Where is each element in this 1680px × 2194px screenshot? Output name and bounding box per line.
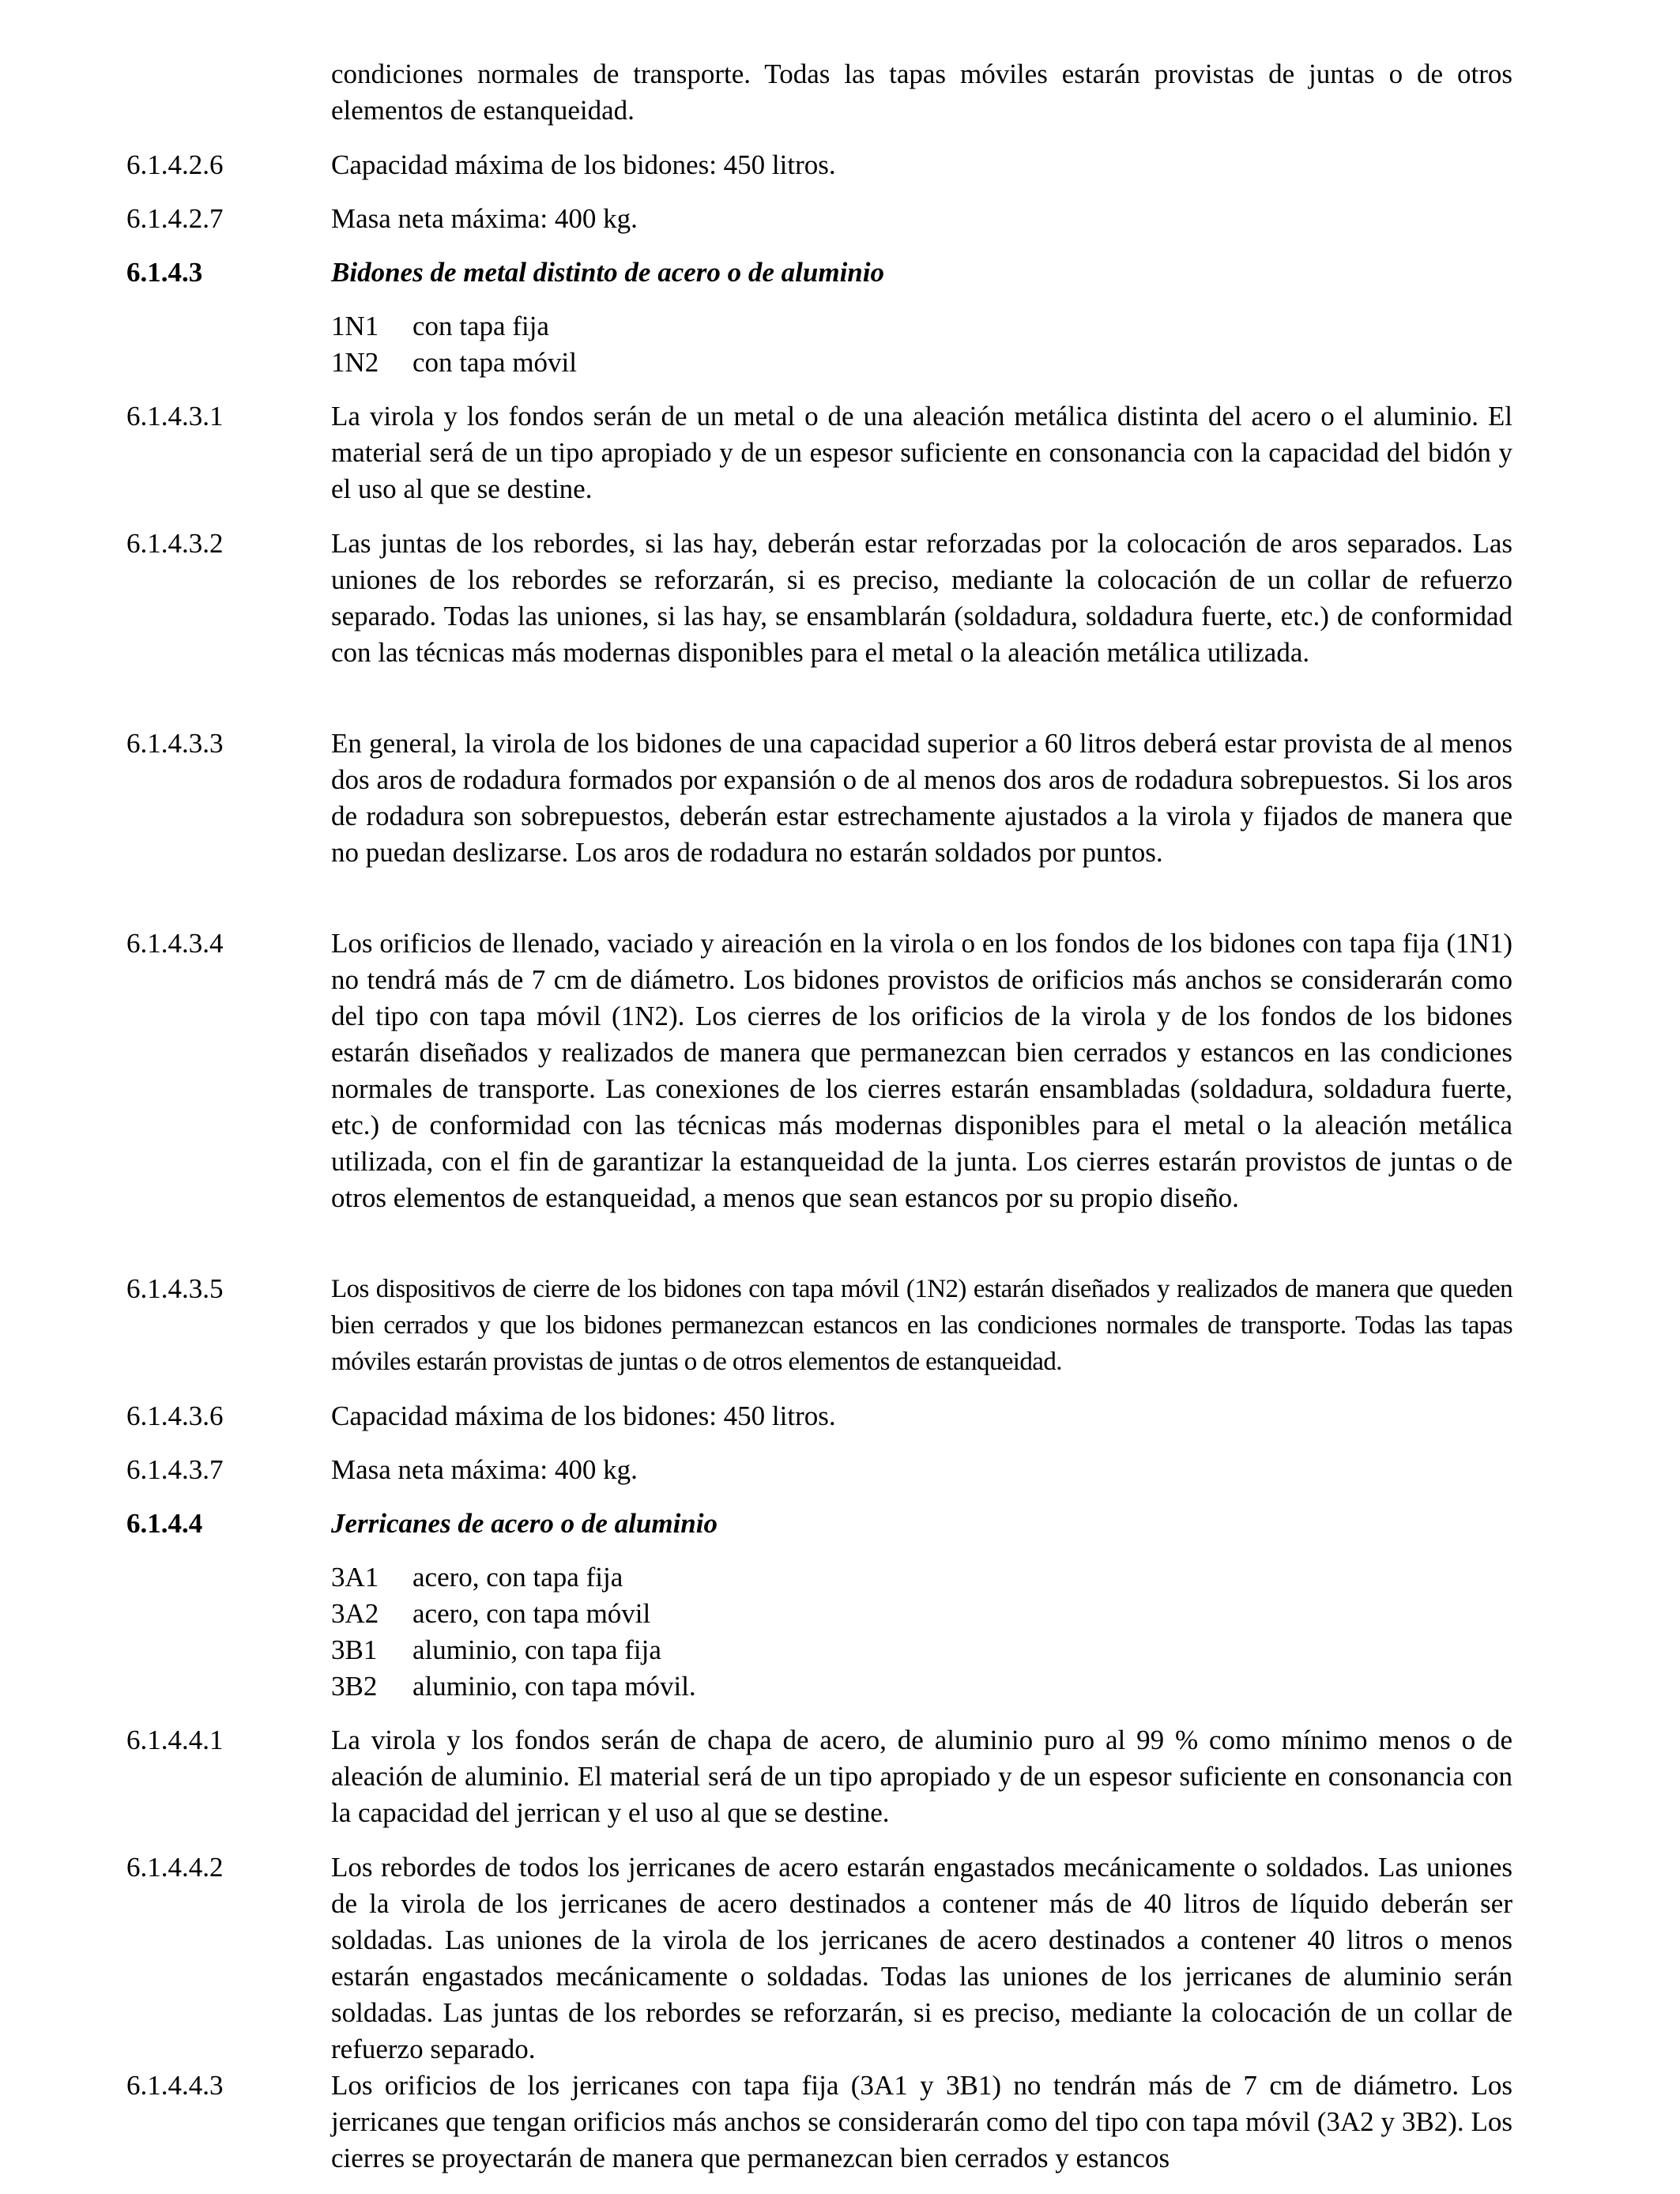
clause-number: 6.1.4.3.3: [126, 728, 224, 759]
section-number: 6.1.4.4: [126, 1508, 203, 1539]
code-description: aluminio, con tapa móvil.: [412, 1671, 696, 1702]
code-description: con tapa fija: [412, 311, 549, 341]
clause-text: La virola y los fondos serán de chapa de acero, de aluminio puro al 99 % como mínimo menos o de aleación de aluminio. El material será de un tipo apropiado y de un espesor suficiente en consonancia con la capacidad del jerrican y el uso al que se destine.: [331, 1725, 1512, 1828]
clause-text: La virola y los fondos serán de un metal o de una aleación metálica distinta del acero o el aluminio. El material será de un tipo apropiado y de un espesor suficiente en consonancia con la capacidad del bidón y el uso al que se destine.: [331, 401, 1512, 504]
clause-number: 6.1.4.2.6: [126, 149, 224, 180]
code-description: acero, con tapa móvil: [412, 1598, 651, 1629]
clause-text: Los rebordes de todos los jerricanes de acero estarán engastados mecánicamente o soldados. Las uniones de la virola de los jerricanes de acero destinados a contener más de 40 litros de líquido deberán ser soldadas. Las uniones de la virola de los jerricanes de acero destinados a contener 40 litros o menos estarán engastados mecánicamente o soldadas. Todas las uniones de los jerricanes de aluminio serán soldadas. Las juntas de los rebordes se reforzarán, si es preciso, mediante la colocación de un collar de refuerzo separado.: [331, 1852, 1512, 2064]
clause-number: 6.1.4.4.3: [126, 2070, 224, 2101]
clause-number: 6.1.4.3.6: [126, 1400, 224, 1431]
clause-text: Las juntas de los rebordes, si las hay, deberán estar reforzadas por la colocación de aros separados. Las uniones de los rebordes se reforzarán, si es preciso, mediante la colocación de un collar de refuerzo separado. Todas las uniones, si las hay, se ensamblarán (soldadura, soldadura fuerte, etc.) de conformidad con las técnicas más modernas disponibles para el metal o la aleación metálica utilizada.: [331, 528, 1512, 668]
clause-text: Los orificios de llenado, vaciado y aireación en la virola o en los fondos de los bidones con tapa fija (1N1) no tendrá más de 7 cm de diámetro. Los bidones provistos de orificios más anchos se considerarán como del tipo con tapa móvil (1N2). Los cierres de los orificios de la virola y de los fondos de los bidones estarán diseñados y realizados de manera que permanezcan bien cerrados y estancos en las condiciones normales de transporte. Las conexiones de los cierres estarán ensambladas (soldadura, soldadura fuerte, etc.) de conformidad con las técnicas más modernas disponibles para el metal o la aleación metálica utilizada, con el fin de garantizar la estanqueidad de la junta. Los cierres estarán provistos de juntas o de otros elementos de estanqueidad, a menos que sean estancos por su propio diseño.: [331, 928, 1512, 1213]
clause-text: Los orificios de los jerricanes con tapa fija (3A1 y 3B1) no tendrán más de 7 cm de diámetro. Los jerricanes que tengan orificios más anchos se considerarán como del tipo con tapa móvil (3A2 y 3B2). Los cierres se proyectarán de manera que permanezcan bien cerrados y estancos: [331, 2070, 1512, 2173]
packaging-code: 3A2: [331, 1598, 379, 1629]
clause-text: Masa neta máxima: 400 kg.: [331, 203, 638, 234]
clause-text: Capacidad máxima de los bidones: 450 litros.: [331, 149, 836, 180]
packaging-code: 1N1: [331, 311, 379, 341]
clause-text: Capacidad máxima de los bidones: 450 litros.: [331, 1400, 836, 1431]
packaging-code: 1N2: [331, 347, 379, 378]
clause-number: 6.1.4.4.1: [126, 1725, 224, 1755]
packaging-code: 3B2: [331, 1671, 378, 1702]
clause-text: Los dispositivos de cierre de los bidones con tapa móvil (1N2) estarán diseñados y realizados de manera que queden bien cerrados y que los bidones permanezcan estancos en las condiciones normales de transporte. Todas las tapas móviles estarán provistas de juntas o de otros elementos de estanqueidad.: [331, 1275, 1512, 1376]
code-list-item: [331, 1668, 696, 1705]
clause-number: 6.1.4.3.4: [126, 928, 224, 959]
clause-number: 6.1.4.4.2: [126, 1852, 224, 1883]
clause-number: 6.1.4.3.7: [126, 1454, 224, 1485]
clause-text: En general, la virola de los bidones de una capacidad superior a 60 litros deberá estar provista de al menos dos aros de rodadura formados por expansión o de al menos dos aros de rodadura sobrepuestos. Si los aros de rodadura son sobrepuestos, deberán estar estrechamente ajustados a la virola y fijados de manera que no puedan deslizarse. Los aros de rodadura no estarán soldados por puntos.: [331, 728, 1512, 868]
clause-text: Masa neta máxima: 400 kg.: [331, 1454, 638, 1485]
code-list-item: [331, 1632, 661, 1668]
clause-number: 6.1.4.2.7: [126, 203, 224, 234]
code-list-item: [331, 345, 577, 381]
packaging-code: 3B1: [331, 1634, 378, 1665]
clause-number: 6.1.4.3.2: [126, 528, 224, 559]
clause-number: 6.1.4.3.1: [126, 401, 224, 432]
section-title: Bidones de metal distinto de acero o de aluminio: [331, 257, 884, 288]
section-title: Jerricanes de acero o de aluminio: [331, 1508, 718, 1539]
packaging-code: 3A1: [331, 1562, 379, 1593]
code-description: con tapa móvil: [412, 347, 578, 378]
code-description: acero, con tapa fija: [412, 1562, 623, 1593]
code-list-item: [331, 1559, 623, 1596]
clause-number: 6.1.4.3.5: [126, 1273, 224, 1304]
code-description: aluminio, con tapa fija: [412, 1634, 661, 1665]
code-list-item: [331, 308, 549, 345]
section-number: 6.1.4.3: [126, 257, 203, 288]
code-list-item: [331, 1596, 650, 1632]
paragraph-text: condiciones normales de transporte. Todas las tapas móviles estarán provistas de juntas o de otros elementos de estanqueidad.: [331, 58, 1512, 126]
